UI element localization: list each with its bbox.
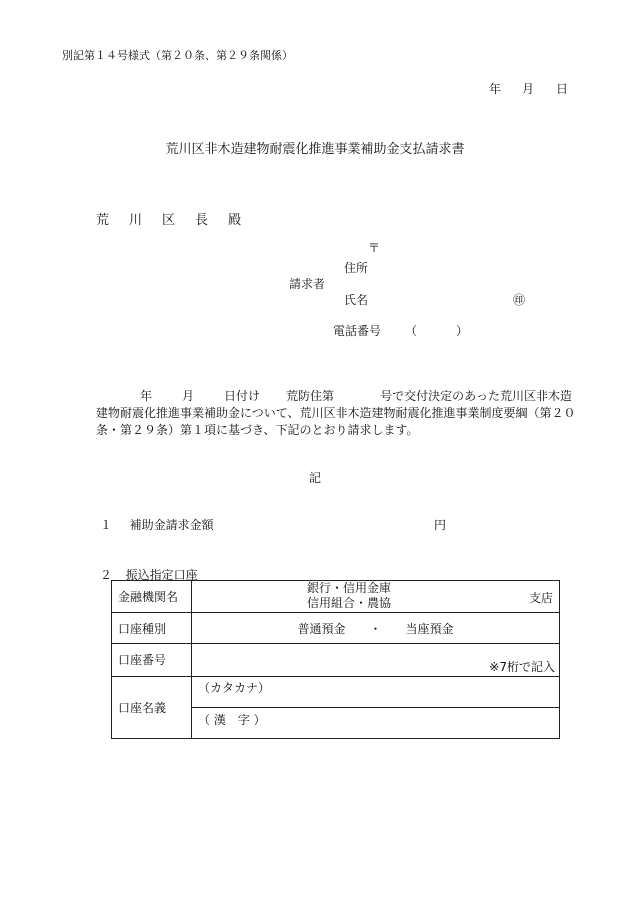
bank-type-options: [307, 581, 391, 611]
account-holder-label: 口座名義: [112, 676, 192, 738]
addressee-char: 殿: [228, 213, 242, 228]
account-kind-options[interactable]: 普通預金 ・ 当座預金: [192, 613, 560, 644]
date-day-label: 日: [556, 82, 569, 96]
branch-label: 支店: [528, 591, 553, 605]
item2-label: 振込指定口座: [125, 568, 198, 582]
item1-number: １: [100, 518, 113, 532]
item1-unit: 円: [434, 518, 447, 532]
bank-label: 金融機関名: [112, 581, 192, 613]
item1-label: 補助金請求金額: [129, 518, 214, 532]
addressee-char: 区: [162, 213, 176, 228]
para-dated: 日付け: [224, 389, 261, 403]
holder-kana-cell[interactable]: （カタカナ）: [192, 676, 560, 707]
document-title: 荒川区非木造建物耐震化推進事業補助金支払請求書: [165, 142, 465, 157]
request-paragraph: [96, 388, 576, 439]
phone-paren-open: （: [405, 324, 418, 338]
form-code: 別記第１４号様式（第２０条、第２９条関係）: [62, 49, 293, 62]
addressee-char: 長: [195, 213, 209, 228]
para-month: 月: [182, 389, 195, 403]
account-number-label: 口座番号: [112, 644, 192, 676]
addressee-char: 荒: [96, 213, 110, 228]
account-kind-label: 口座種別: [112, 613, 192, 644]
address-label: 住所: [344, 261, 369, 275]
para-prefix: 荒防住第: [286, 389, 335, 403]
phone-paren-close: ）: [456, 324, 469, 338]
date-year-label: 年: [489, 82, 502, 96]
phone-label: 電話番号: [333, 324, 382, 338]
holder-kanji-cell[interactable]: （ 漢 字 ）: [192, 707, 560, 738]
name-label: 氏名: [344, 293, 369, 307]
account-number-cell[interactable]: [192, 644, 560, 676]
bank-cell[interactable]: [192, 581, 560, 613]
para-text: 号で交付決定のあった荒川区非木造建物耐震化推進事業補助金について、荒川区非木造建物耐震化推進事業制度要綱（第２０条・第２９条）第１項に基づき、下記のとおり請求します。: [96, 389, 576, 437]
bank-type-line2: 信用組合・農協: [306, 596, 391, 610]
item2-number: ２: [100, 568, 113, 582]
seal-mark: ㊞: [513, 293, 526, 307]
account-number-row: [112, 644, 560, 676]
account-kind-row: [112, 613, 560, 644]
addressee: [96, 209, 261, 228]
item1-row: [100, 516, 214, 533]
holder-kana-row: [112, 676, 560, 707]
bank-type-line1: 銀行・信用金庫: [306, 581, 391, 595]
ki-heading: 記: [309, 471, 322, 485]
account-number-note: ※7桁で記入: [489, 659, 555, 674]
account-table: [111, 580, 560, 739]
addressee-char: 川: [129, 213, 143, 228]
date-month-label: 月: [522, 82, 535, 96]
bank-row: [112, 581, 560, 613]
postal-mark: 〒: [368, 241, 381, 255]
requester-label: 請求者: [289, 277, 326, 291]
para-year: 年: [140, 389, 153, 403]
